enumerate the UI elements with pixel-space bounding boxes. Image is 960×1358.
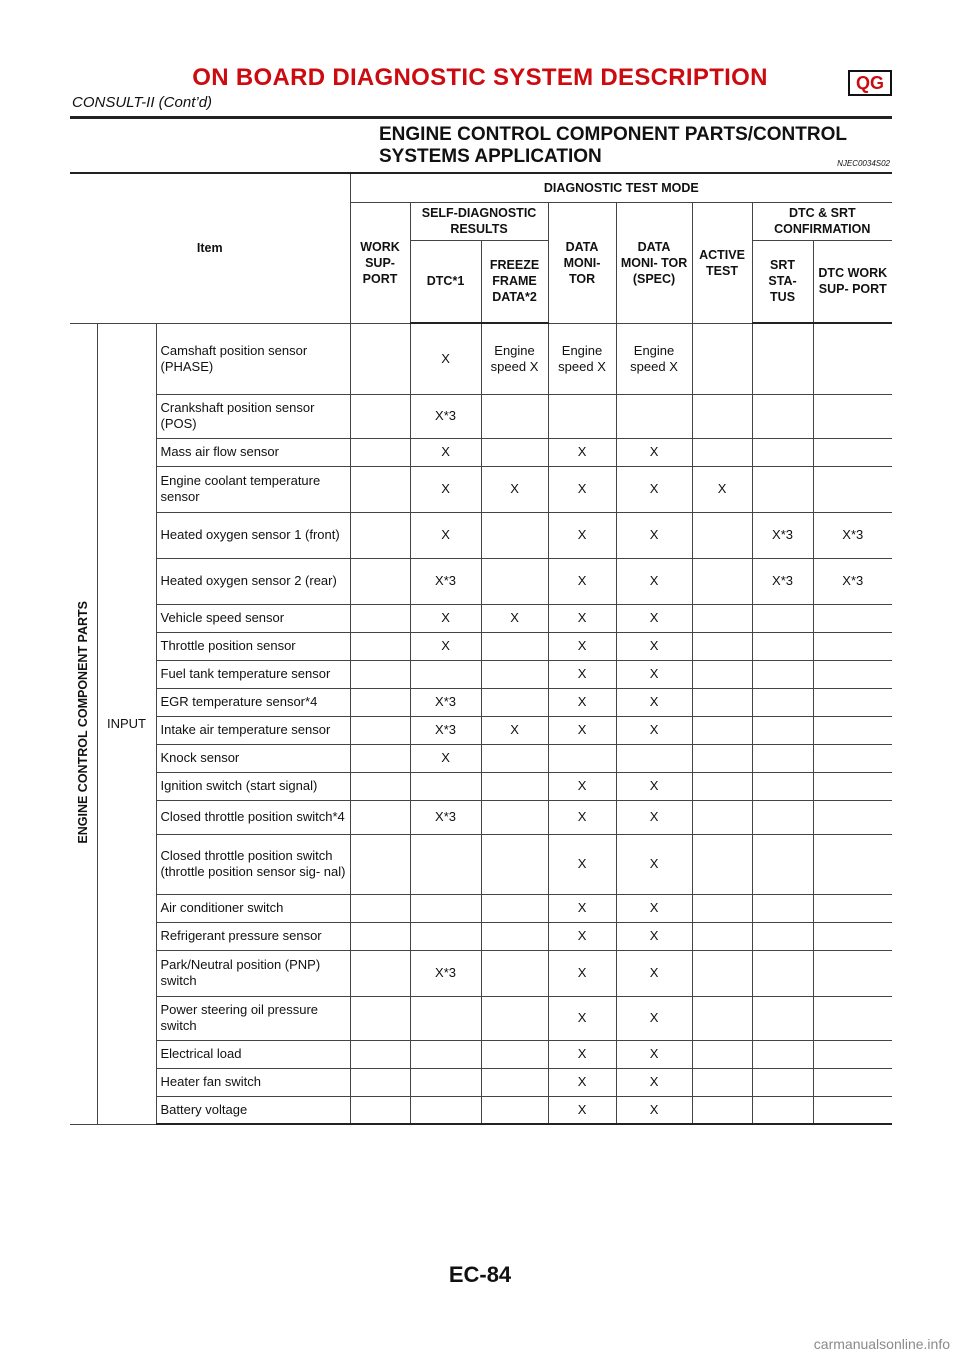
item-name: Heated oxygen sensor 1 (front) [156, 512, 350, 558]
mode-cell: X [410, 438, 481, 466]
mode-cell: X [410, 604, 481, 632]
mode-cell: X [616, 950, 692, 996]
mode-cell [410, 894, 481, 922]
table-row [70, 394, 892, 438]
item-name: Camshaft position sensor (PHASE) [156, 323, 350, 394]
table-row [70, 660, 892, 688]
mode-cell [481, 1096, 548, 1124]
mode-cell: X*3 [410, 716, 481, 744]
mode-cell [813, 632, 892, 660]
table-row [70, 716, 892, 744]
mode-cell: X [548, 660, 616, 688]
mode-cell [752, 996, 813, 1040]
mode-cell [481, 632, 548, 660]
mode-cell: X [616, 834, 692, 894]
mode-cell: X [616, 1040, 692, 1068]
mode-cell: X [548, 632, 616, 660]
mode-cell [350, 466, 410, 512]
mode-cell [692, 323, 752, 394]
mode-cell [752, 660, 813, 688]
mode-cell [350, 394, 410, 438]
mode-cell [350, 512, 410, 558]
item-name: Closed throttle position switch (throttle position sensor sig- nal) [156, 834, 350, 894]
mode-cell [410, 1040, 481, 1068]
mode-cell [410, 1096, 481, 1124]
mode-cell [410, 772, 481, 800]
mode-cell [813, 800, 892, 834]
mode-cell: Engine speed X [481, 323, 548, 394]
header-freeze-frame-data: FREEZE FRAME DATA*2 [481, 240, 548, 323]
subgroup-label: INPUT [97, 323, 156, 1124]
mode-cell [813, 660, 892, 688]
header-item: Item [70, 173, 350, 323]
mode-cell [752, 922, 813, 950]
mode-cell [752, 894, 813, 922]
item-name: Electrical load [156, 1040, 350, 1068]
section-title-line-2: SYSTEMS APPLICATION [379, 146, 602, 167]
mode-cell [813, 394, 892, 438]
mode-cell [410, 996, 481, 1040]
item-name: Fuel tank temperature sensor [156, 660, 350, 688]
mode-cell [350, 772, 410, 800]
mode-cell [481, 688, 548, 716]
mode-cell [692, 1096, 752, 1124]
mode-cell: X [410, 632, 481, 660]
item-name: Air conditioner switch [156, 894, 350, 922]
mode-cell [410, 922, 481, 950]
mode-cell [350, 1096, 410, 1124]
mode-cell: X [481, 466, 548, 512]
item-name: Intake air temperature sensor [156, 716, 350, 744]
section-title-line-1: ENGINE CONTROL COMPONENT PARTS/CONTROL [379, 124, 847, 145]
mode-cell [350, 894, 410, 922]
item-name: EGR temperature sensor*4 [156, 688, 350, 716]
mode-cell: X*3 [752, 558, 813, 604]
mode-cell [350, 632, 410, 660]
mode-cell [350, 1040, 410, 1068]
mode-cell: X [616, 438, 692, 466]
mode-cell: X [616, 558, 692, 604]
mode-cell: X [616, 466, 692, 512]
mode-cell [481, 922, 548, 950]
mode-cell [350, 660, 410, 688]
mode-cell: Engine speed X [616, 323, 692, 394]
table-row [70, 922, 892, 950]
item-name: Park/Neutral position (PNP) switch [156, 950, 350, 996]
mode-cell [692, 688, 752, 716]
mode-cell: X*3 [752, 512, 813, 558]
mode-cell: X [548, 894, 616, 922]
mode-cell [481, 894, 548, 922]
mode-cell [752, 323, 813, 394]
mode-cell [410, 660, 481, 688]
mode-cell: X*3 [410, 950, 481, 996]
mode-cell [350, 604, 410, 632]
page-header-title: ON BOARD DIAGNOSTIC SYSTEM DESCRIPTION [192, 64, 768, 91]
item-name: Heater fan switch [156, 1068, 350, 1096]
mode-cell [692, 394, 752, 438]
mode-cell [350, 323, 410, 394]
mode-cell: X [548, 466, 616, 512]
mode-cell [813, 688, 892, 716]
mode-cell [481, 558, 548, 604]
table-row [70, 512, 892, 558]
engine-badge: QG [848, 70, 892, 96]
mode-cell [350, 688, 410, 716]
mode-cell: X [616, 1096, 692, 1124]
mode-cell [410, 1068, 481, 1096]
item-name: Power steering oil pressure switch [156, 996, 350, 1040]
mode-cell [481, 438, 548, 466]
mode-cell [813, 950, 892, 996]
header-srt-status: SRT STA- TUS [752, 240, 813, 323]
mode-cell [692, 800, 752, 834]
mode-cell [481, 660, 548, 688]
mode-cell [350, 800, 410, 834]
table-row [70, 438, 892, 466]
mode-cell [752, 800, 813, 834]
item-name: Battery voltage [156, 1096, 350, 1124]
mode-cell: X [616, 1068, 692, 1096]
mode-cell [692, 558, 752, 604]
item-name: Engine coolant temperature sensor [156, 466, 350, 512]
mode-cell: X*3 [410, 558, 481, 604]
table-row [70, 323, 892, 394]
mode-cell [692, 834, 752, 894]
mode-cell [350, 834, 410, 894]
mode-cell: X*3 [813, 512, 892, 558]
mode-cell [813, 894, 892, 922]
mode-cell: X [692, 466, 752, 512]
mode-cell: X [616, 632, 692, 660]
mode-cell [752, 604, 813, 632]
mode-cell [616, 744, 692, 772]
header-dtc-srt-confirmation: DTC & SRT CONFIRMATION [752, 202, 892, 240]
mode-cell [548, 394, 616, 438]
mode-cell: X [548, 438, 616, 466]
mode-cell [752, 1040, 813, 1068]
mode-cell [813, 438, 892, 466]
mode-cell [692, 744, 752, 772]
mode-cell [481, 512, 548, 558]
mode-cell [752, 466, 813, 512]
table-row [70, 558, 892, 604]
mode-cell [481, 394, 548, 438]
mode-cell: X [548, 688, 616, 716]
item-name: Heated oxygen sensor 2 (rear) [156, 558, 350, 604]
mode-cell: X [548, 1096, 616, 1124]
mode-cell [813, 466, 892, 512]
mode-cell [813, 1040, 892, 1068]
table-row [70, 834, 892, 894]
group-label-cell [70, 323, 97, 1124]
table-body [70, 323, 892, 1124]
mode-cell: X*3 [813, 558, 892, 604]
header-active-test: ACTIVE TEST [692, 202, 752, 323]
mode-cell [752, 1068, 813, 1096]
mode-cell [752, 632, 813, 660]
mode-cell [350, 716, 410, 744]
mode-cell [813, 716, 892, 744]
table-row [70, 772, 892, 800]
mode-cell: X [616, 922, 692, 950]
mode-cell: X*3 [410, 394, 481, 438]
mode-cell: X [481, 604, 548, 632]
mode-cell [813, 922, 892, 950]
header-self-diagnostic-results: SELF-DIAGNOSTIC RESULTS [410, 202, 548, 240]
mode-cell [813, 834, 892, 894]
mode-cell [350, 438, 410, 466]
item-name: Ignition switch (start signal) [156, 772, 350, 800]
mode-cell [813, 1068, 892, 1096]
mode-cell [616, 394, 692, 438]
mode-cell [813, 604, 892, 632]
mode-cell [813, 744, 892, 772]
mode-cell [692, 512, 752, 558]
header-dtc-work-support: DTC WORK SUP- PORT [813, 240, 892, 323]
mode-cell [692, 894, 752, 922]
mode-cell: X [616, 512, 692, 558]
mode-cell [350, 996, 410, 1040]
mode-cell [481, 834, 548, 894]
mode-cell [752, 834, 813, 894]
table-row [70, 632, 892, 660]
item-name: Mass air flow sensor [156, 438, 350, 466]
mode-cell [692, 438, 752, 466]
mode-cell: X [410, 466, 481, 512]
item-name: Throttle position sensor [156, 632, 350, 660]
mode-cell [692, 716, 752, 744]
mode-cell: X [548, 512, 616, 558]
header-work-support: WORK SUP- PORT [350, 202, 410, 323]
mode-cell [813, 1096, 892, 1124]
mode-cell [813, 323, 892, 394]
mode-cell: X [548, 1040, 616, 1068]
table-row [70, 604, 892, 632]
mode-cell: X [548, 772, 616, 800]
mode-cell: X [548, 996, 616, 1040]
mode-cell [350, 950, 410, 996]
mode-cell: X [410, 512, 481, 558]
mode-cell [752, 688, 813, 716]
table-row [70, 1068, 892, 1096]
page-header-subtitle: CONSULT-II (Cont’d) [72, 94, 213, 111]
mode-cell: X [616, 996, 692, 1040]
item-name: Refrigerant pressure sensor [156, 922, 350, 950]
header-data-monitor-spec: DATA MONI- TOR (SPEC) [616, 202, 692, 323]
item-name: Vehicle speed sensor [156, 604, 350, 632]
mode-cell: X [548, 1068, 616, 1096]
header-diagnostic-test-mode: DIAGNOSTIC TEST MODE [350, 173, 892, 202]
mode-cell [813, 772, 892, 800]
item-name: Knock sensor [156, 744, 350, 772]
mode-cell: X [481, 716, 548, 744]
mode-cell [350, 1068, 410, 1096]
mode-cell [692, 1040, 752, 1068]
mode-cell [410, 834, 481, 894]
mode-cell [692, 1068, 752, 1096]
item-name: Crankshaft position sensor (POS) [156, 394, 350, 438]
section-code: NJEC0034S02 [837, 159, 890, 168]
mode-cell [692, 922, 752, 950]
application-table [70, 172, 892, 1125]
mode-cell: X [616, 604, 692, 632]
mode-cell [692, 950, 752, 996]
mode-cell: X [616, 716, 692, 744]
mode-cell [481, 950, 548, 996]
mode-cell: X [410, 323, 481, 394]
mode-cell [692, 772, 752, 800]
mode-cell [752, 438, 813, 466]
mode-cell: X [616, 800, 692, 834]
page-number: EC-84 [448, 1262, 512, 1287]
mode-cell [481, 1040, 548, 1068]
mode-cell [481, 800, 548, 834]
table-row [70, 744, 892, 772]
mode-cell [752, 1096, 813, 1124]
header-dtc: DTC*1 [410, 240, 481, 323]
mode-cell: X*3 [410, 688, 481, 716]
mode-cell: X [616, 772, 692, 800]
section-title [379, 124, 847, 168]
header-data-monitor: DATA MONI- TOR [548, 202, 616, 323]
item-name: Closed throttle position switch*4 [156, 800, 350, 834]
mode-cell: X [548, 950, 616, 996]
table-row [70, 894, 892, 922]
mode-cell: X [616, 894, 692, 922]
mode-cell [752, 744, 813, 772]
group-label: ENGINE CONTROL COMPONENT PARTS [76, 600, 91, 844]
mode-cell [350, 558, 410, 604]
mode-cell [752, 716, 813, 744]
table-row [70, 996, 892, 1040]
table-row [70, 688, 892, 716]
mode-cell [692, 604, 752, 632]
table-row [70, 466, 892, 512]
mode-cell [752, 772, 813, 800]
mode-cell [692, 996, 752, 1040]
mode-cell [481, 744, 548, 772]
mode-cell: X [548, 800, 616, 834]
mode-cell: X [616, 688, 692, 716]
mode-cell: X [548, 604, 616, 632]
mode-cell: X [548, 716, 616, 744]
mode-cell: X [548, 834, 616, 894]
table-row [70, 1096, 892, 1124]
table-row [70, 800, 892, 834]
mode-cell: X [410, 744, 481, 772]
mode-cell [350, 744, 410, 772]
mode-cell [548, 744, 616, 772]
mode-cell: X [548, 558, 616, 604]
mode-cell [481, 1068, 548, 1096]
mode-cell: X [548, 922, 616, 950]
mode-cell [692, 632, 752, 660]
mode-cell [481, 996, 548, 1040]
mode-cell: Engine speed X [548, 323, 616, 394]
header-divider [70, 116, 892, 119]
mode-cell [813, 996, 892, 1040]
watermark: carmanualsonline.info [813, 1336, 950, 1352]
table-row [70, 1040, 892, 1068]
mode-cell [350, 922, 410, 950]
mode-cell [692, 660, 752, 688]
table-row [70, 950, 892, 996]
mode-cell: X [616, 660, 692, 688]
mode-cell [481, 772, 548, 800]
mode-cell [752, 950, 813, 996]
mode-cell: X*3 [410, 800, 481, 834]
mode-cell [752, 394, 813, 438]
